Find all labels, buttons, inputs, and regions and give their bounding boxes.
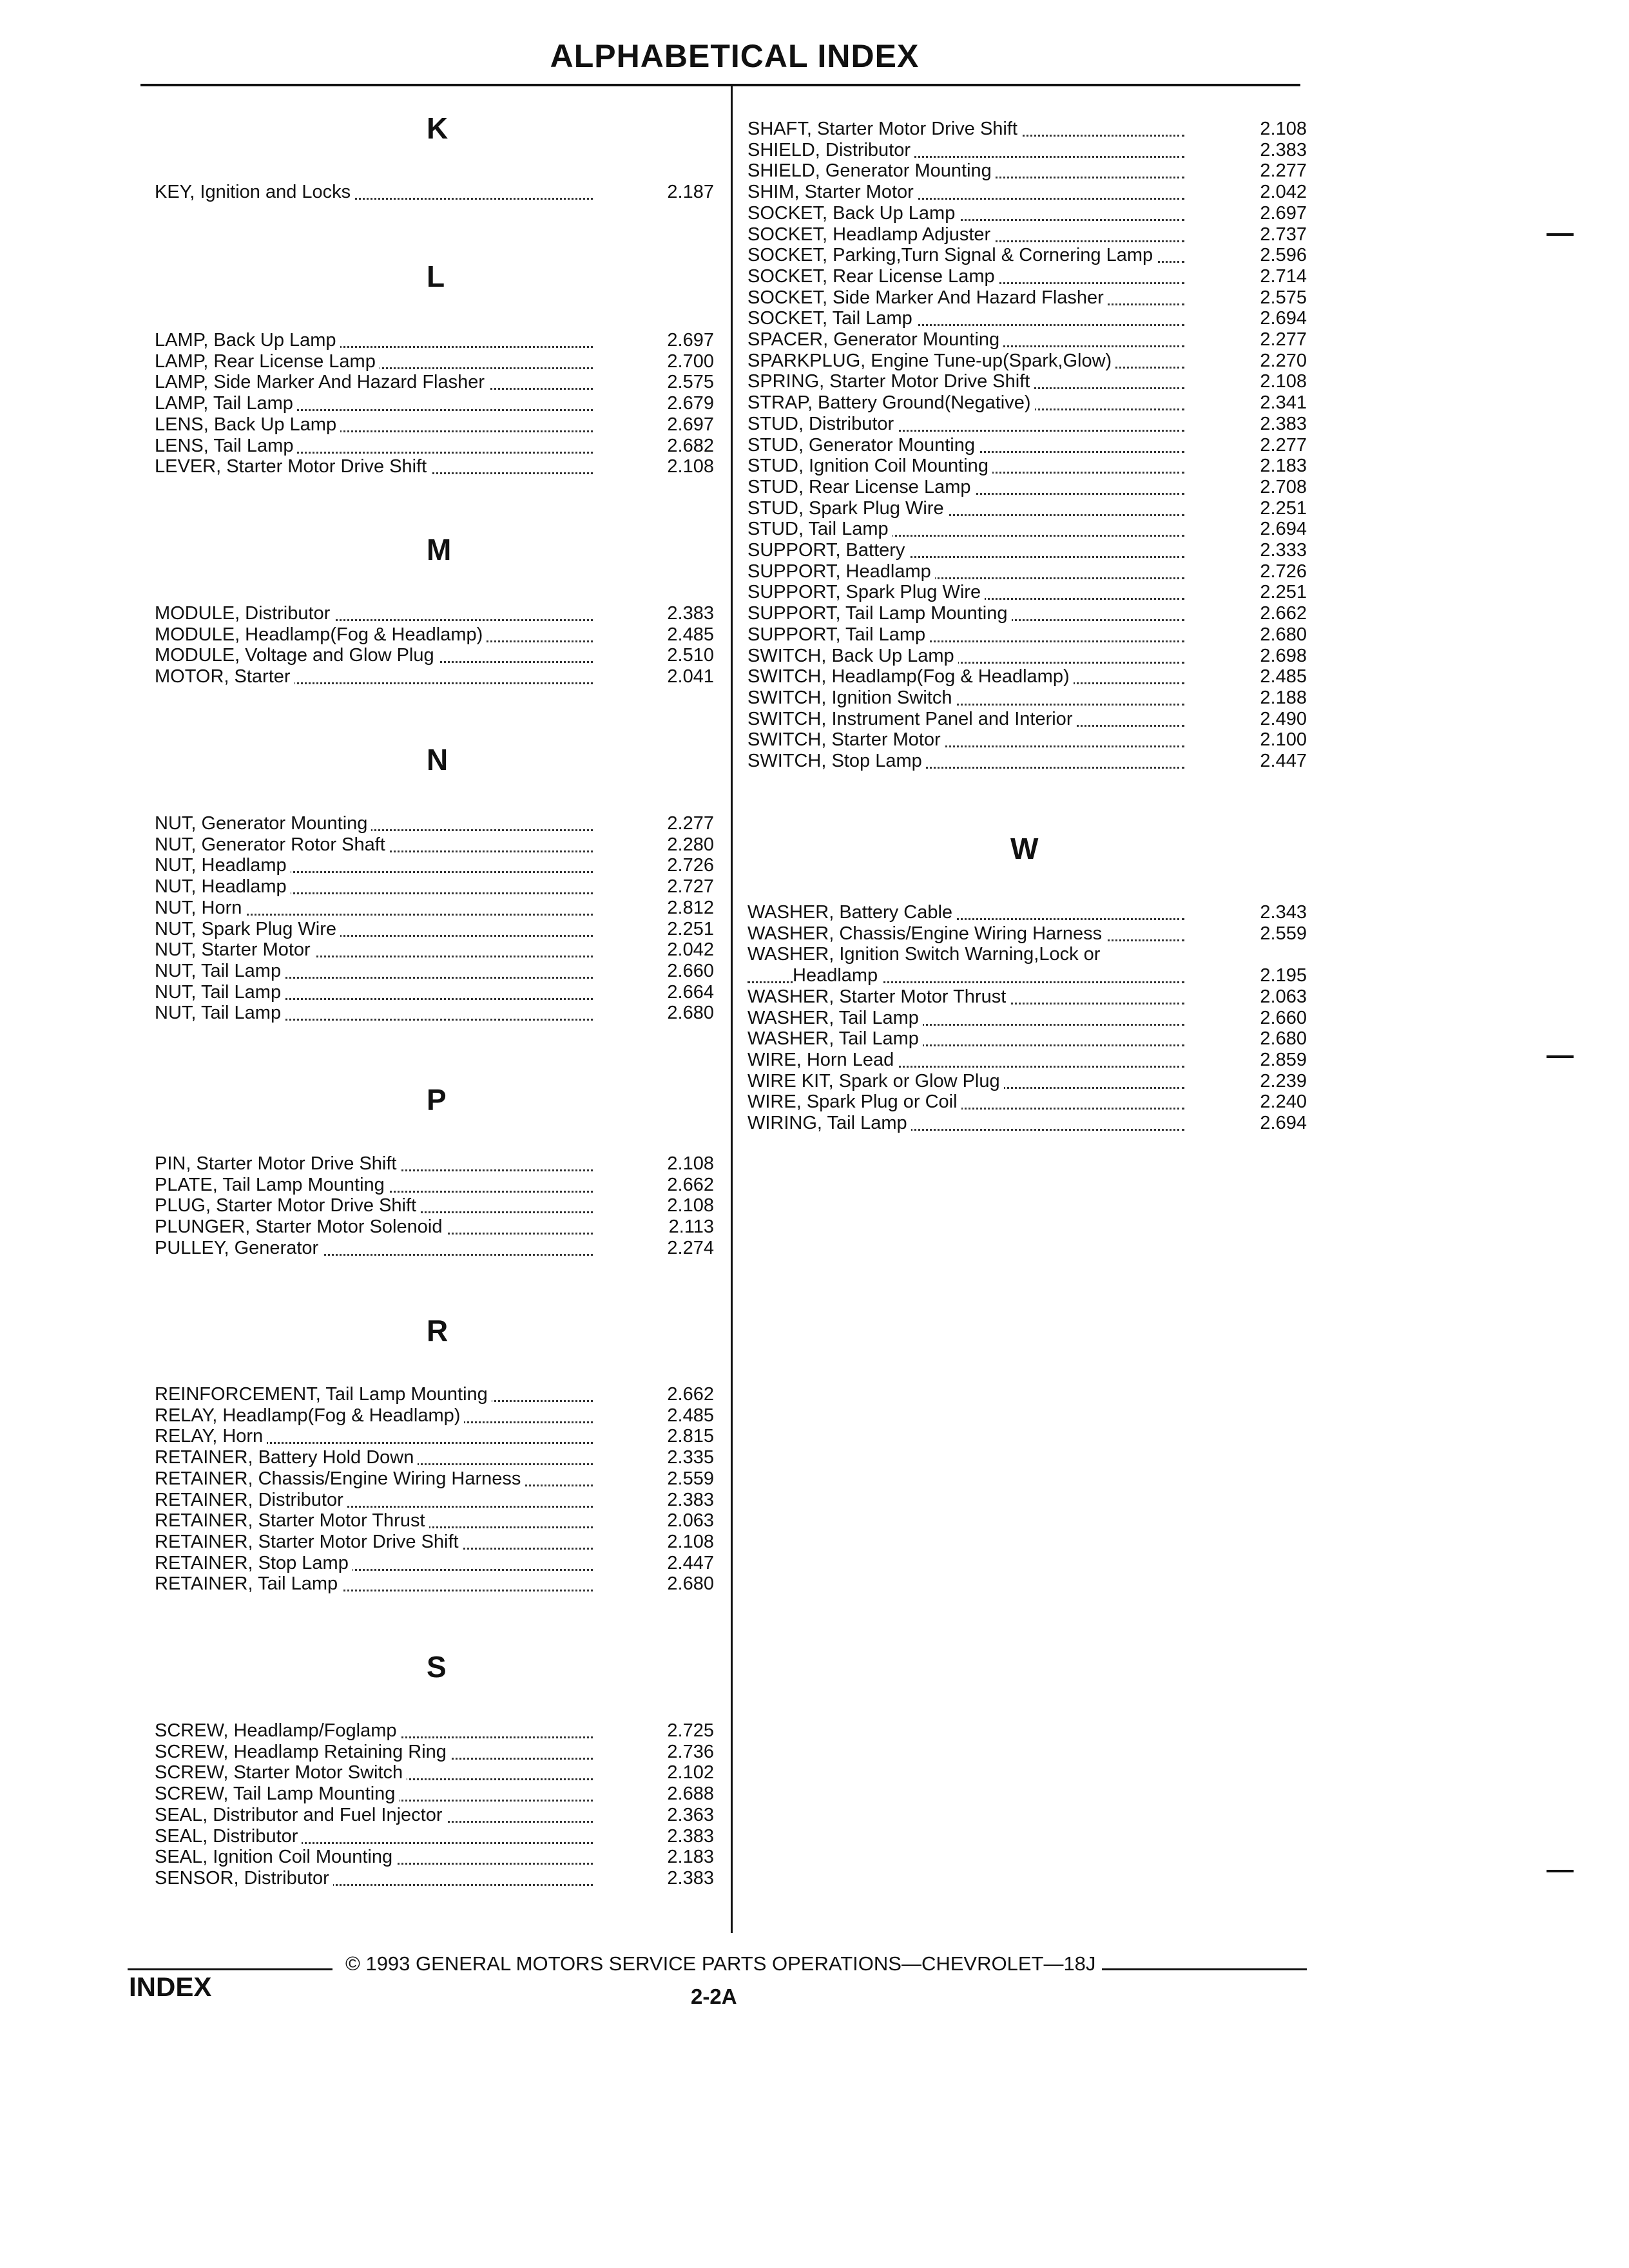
entry-text: RETAINER, Stop Lamp: [155, 1553, 352, 1574]
index-entry: [747, 1008, 1307, 1029]
footer-section-label: INDEX: [129, 1972, 212, 2002]
index-entry: [747, 561, 1307, 582]
entry-text: SCREW, Headlamp Retaining Ring: [155, 1742, 450, 1763]
entry-page-number: 2.727: [667, 876, 714, 898]
entry-text: LAMP, Rear License Lamp: [155, 351, 380, 372]
entry-text: PLUG, Starter Motor Drive Shift: [155, 1195, 420, 1216]
entry-text: SHIM, Starter Motor: [747, 182, 918, 203]
index-entry: [155, 1742, 714, 1763]
entry-text: NUT, Starter Motor: [155, 939, 314, 961]
section-letter: K: [427, 111, 448, 145]
entry-page-number: 2.251: [1260, 497, 1307, 519]
entry-text: NUT, Generator Rotor Shaft: [155, 834, 389, 856]
entry-page-number: 2.725: [667, 1720, 714, 1741]
index-entry: [747, 1091, 1307, 1113]
entry-page-number: 2.660: [1260, 1007, 1307, 1028]
entry-page-number: 2.251: [1260, 582, 1307, 603]
index-entry: [155, 603, 714, 624]
entry-page-number: 2.679: [667, 393, 714, 414]
entry-text: LEVER, Starter Motor Drive Shift: [155, 456, 430, 477]
entry-page-number: 2.113: [668, 1216, 714, 1238]
entry-page-number: 2.108: [667, 1153, 714, 1174]
index-entry: [155, 1805, 714, 1826]
entry-text: STUD, Ignition Coil Mounting: [747, 456, 992, 477]
entry-text: STRAP, Battery Ground(Negative): [747, 392, 1035, 414]
footer-rule-left: [128, 1968, 333, 1970]
entry-page-number: 2.108: [667, 1195, 714, 1216]
index-entry: [747, 540, 1307, 561]
index-entry: [747, 160, 1307, 182]
entry-text: PULLEY, Generator: [155, 1238, 322, 1259]
entry-text: KEY, Ignition and Locks: [155, 182, 354, 203]
entry-page-number: 2.187: [667, 182, 714, 202]
entry-text: STUD, Generator Mounting: [747, 435, 979, 456]
entry-text: SUPPORT, Tail Lamp: [747, 624, 929, 646]
section-letter: M: [427, 533, 452, 566]
entry-text: SCREW, Starter Motor Switch: [155, 1762, 407, 1783]
index-entry: [747, 371, 1307, 392]
entry-text: NUT, Generator Mounting: [155, 813, 371, 834]
entry-page-number: 2.383: [667, 1489, 714, 1510]
index-entry: [155, 645, 714, 666]
entry-text: RETAINER, Starter Motor Thrust: [155, 1510, 429, 1532]
entry-text: WASHER, Chassis/Engine Wiring Harness: [747, 923, 1106, 945]
entry-text: SCREW, Headlamp/Foglamp: [155, 1720, 401, 1742]
entry-page-number: 2.698: [1260, 645, 1307, 666]
index-entry: [747, 603, 1307, 624]
index-entry: [155, 351, 714, 372]
index-entry: [747, 709, 1307, 730]
entry-page-number: 2.697: [1260, 202, 1307, 224]
footer-copyright: © 1993 GENERAL MOTORS SERVICE PARTS OPERATIONS—CHEVROLET—18J: [345, 1952, 1096, 1975]
entry-page-number: 2.726: [1260, 561, 1307, 582]
edge-mark: [1547, 233, 1574, 236]
index-entry: [155, 876, 714, 898]
index-entry: [747, 666, 1307, 687]
entry-text: STUD, Distributor: [747, 414, 898, 435]
entry-page-number: 2.042: [667, 939, 714, 961]
index-entry: [155, 1510, 714, 1532]
entry-text: STUD, Rear License Lamp: [747, 477, 975, 498]
entry-page-number: 2.363: [667, 1804, 714, 1825]
entry-text: SHIELD, Distributor: [747, 140, 914, 161]
entry-text: WASHER, Tail Lamp: [747, 1028, 923, 1050]
entry-text: RETAINER, Tail Lamp: [155, 1573, 342, 1595]
entry-text: NUT, Spark Plug Wire: [155, 919, 340, 940]
index-entry: [155, 330, 714, 351]
index-entry: [747, 266, 1307, 287]
index-entry: [747, 1050, 1307, 1071]
entry-page-number: 2.664: [667, 981, 714, 1003]
entry-page-number: 2.343: [1260, 902, 1307, 923]
index-entry: [747, 245, 1307, 266]
entry-page-number: 2.108: [1260, 119, 1307, 139]
entry-text: SWITCH, Ignition Switch: [747, 687, 956, 709]
entry-page-number: 2.688: [667, 1783, 714, 1805]
entry-text: SWITCH, Instrument Panel and Interior: [747, 709, 1076, 730]
entry-page-number: 2.239: [1260, 1070, 1307, 1091]
entry-page-number: 2.383: [1260, 413, 1307, 434]
index-entry: [747, 182, 1307, 203]
entry-text: PIN, Starter Motor Drive Shift: [155, 1153, 401, 1175]
index-entry: [747, 624, 1307, 646]
index-entry: [155, 414, 714, 436]
entry-text: WIRE, Spark Plug or Coil: [747, 1091, 961, 1113]
index-entry: [155, 834, 714, 856]
entry-text: NUT, Tail Lamp: [155, 982, 285, 1003]
entry-text: SENSOR, Distributor: [155, 1868, 333, 1889]
title-rule: [140, 84, 1300, 86]
index-entry: [747, 1071, 1307, 1092]
index-entry: [747, 986, 1307, 1008]
entry-page-number: 2.447: [667, 1552, 714, 1573]
entry-page-number: 2.697: [667, 330, 714, 351]
entry-text: WIRE KIT, Spark or Glow Plug: [747, 1071, 1004, 1092]
entry-page-number: 2.694: [1260, 308, 1307, 329]
entry-page-number: 2.485: [667, 1405, 714, 1426]
index-entry: [155, 1720, 714, 1742]
entry-text: SPARKPLUG, Engine Tune-up(Spark,Glow): [747, 351, 1115, 372]
entry-text: SPACER, Generator Mounting: [747, 329, 1003, 351]
entry-page-number: 2.726: [667, 855, 714, 876]
index-entry: [155, 1405, 714, 1427]
entry-page-number: 2.575: [1260, 287, 1307, 308]
edge-mark: [1547, 1870, 1574, 1872]
entry-text: SCREW, Tail Lamp Mounting: [155, 1783, 399, 1805]
entry-page-number: 2.714: [1260, 265, 1307, 287]
index-entry: [155, 1762, 714, 1783]
entry-page-number: 2.188: [1260, 687, 1307, 708]
entry-page-number: 2.341: [1260, 392, 1307, 414]
index-entry: [747, 1113, 1307, 1134]
entry-page-number: 2.277: [1260, 434, 1307, 456]
index-entry: [155, 1868, 714, 1889]
entry-page-number: 2.280: [667, 834, 714, 855]
entry-text: SOCKET, Rear License Lamp: [747, 266, 999, 287]
entry-text: RETAINER, Chassis/Engine Wiring Harness: [155, 1468, 525, 1490]
entry-text-continued: Headlamp: [793, 965, 882, 986]
entry-text: NUT, Headlamp: [155, 876, 291, 898]
entry-text: RELAY, Horn: [155, 1426, 267, 1447]
entry-text: SOCKET, Side Marker And Hazard Flasher: [747, 287, 1108, 309]
section-letter: R: [427, 1314, 448, 1347]
entry-text: SWITCH, Starter Motor: [747, 729, 945, 751]
index-entry: [155, 1490, 714, 1511]
index-entry: [155, 1153, 714, 1175]
entry-page-number: 2.108: [667, 1531, 714, 1552]
entry-page-number: 2.240: [1260, 1091, 1307, 1113]
section-letter: S: [427, 1650, 447, 1684]
index-entry: [155, 1238, 714, 1259]
index-entry: [155, 624, 714, 646]
section-letter: W: [1010, 832, 1039, 865]
index-entry: [747, 456, 1307, 477]
index-entry: [747, 582, 1307, 603]
index-entry: [747, 729, 1307, 751]
entry-text: SUPPORT, Battery: [747, 540, 909, 561]
index-entry: [155, 1847, 714, 1868]
entry-page-number: 2.736: [667, 1741, 714, 1762]
entry-text: MODULE, Distributor: [155, 603, 334, 624]
entry-text: RELAY, Headlamp(Fog & Headlamp): [155, 1405, 464, 1427]
index-entry: [747, 751, 1307, 772]
index-entry: [155, 1447, 714, 1468]
entry-text: LENS, Back Up Lamp: [155, 414, 340, 436]
entry-page-number: 2.680: [667, 1573, 714, 1595]
index-entry: [155, 182, 714, 203]
entry-page-number: 2.447: [1260, 751, 1307, 771]
entry-page-number: 2.100: [1260, 729, 1307, 751]
entry-page-number: 2.270: [1260, 350, 1307, 371]
index-entry: [747, 944, 1307, 986]
entry-page-number: 2.575: [667, 372, 714, 393]
entry-page-number: 2.510: [667, 645, 714, 666]
entry-text: NUT, Tail Lamp: [155, 961, 285, 982]
index-entry: [155, 1532, 714, 1553]
entry-page-number: 2.277: [1260, 329, 1307, 350]
entry-page-number: 2.815: [667, 1426, 714, 1447]
entry-text: LAMP, Back Up Lamp: [155, 330, 340, 351]
entry-page-number: 2.183: [1260, 456, 1307, 477]
index-entry: [155, 1573, 714, 1595]
index-entry: [155, 456, 714, 477]
entry-text: NUT, Horn: [155, 898, 246, 919]
index-entry: [747, 414, 1307, 435]
entry-text: RETAINER, Distributor: [155, 1490, 347, 1511]
entry-page-number: 2.660: [667, 960, 714, 981]
index-entry: [747, 224, 1307, 245]
entry-text: REINFORCEMENT, Tail Lamp Mounting: [155, 1384, 492, 1405]
entry-text: LAMP, Tail Lamp: [155, 393, 297, 414]
entry-text: SUPPORT, Spark Plug Wire: [747, 582, 985, 603]
entry-page-number: 2.383: [667, 1825, 714, 1847]
entry-text: SWITCH, Back Up Lamp: [747, 646, 958, 667]
entry-page-number: 2.859: [1260, 1049, 1307, 1070]
entry-text: WASHER, Starter Motor Thrust: [747, 986, 1010, 1008]
entry-page-number: 2.277: [667, 813, 714, 834]
index-entry: [747, 392, 1307, 414]
index-entry: [155, 393, 714, 414]
entry-text: SHAFT, Starter Motor Drive Shift: [747, 119, 1021, 140]
entry-text: RETAINER, Starter Motor Drive Shift: [155, 1532, 463, 1553]
index-entry: [747, 687, 1307, 709]
index-entry: [155, 813, 714, 834]
index-entry: [155, 1216, 714, 1238]
entry-page-number: 2.680: [1260, 1028, 1307, 1050]
entry-text: LAMP, Side Marker And Hazard Flasher: [155, 372, 488, 393]
entry-text: SOCKET, Back Up Lamp: [747, 203, 959, 224]
footer-page-number: 2-2A: [691, 1984, 737, 2008]
entry-page-number: 2.708: [1260, 476, 1307, 497]
entry-page-number: 2.694: [1260, 1113, 1307, 1133]
entry-text: SHIELD, Generator Mounting: [747, 160, 996, 182]
entry-page-number: 2.694: [1260, 519, 1307, 540]
index-entry: [155, 1783, 714, 1805]
index-entry: [155, 1195, 714, 1216]
entry-page-number: 2.195: [1260, 965, 1307, 986]
entry-page-number: 2.662: [1260, 603, 1307, 624]
index-entry: [747, 923, 1307, 945]
index-entry: [155, 855, 714, 876]
entry-page-number: 2.063: [1260, 986, 1307, 1007]
index-entry: [747, 477, 1307, 498]
index-entry: [155, 1175, 714, 1196]
index-entry: [155, 919, 714, 940]
index-entry: [155, 961, 714, 982]
index-entry: [155, 372, 714, 393]
entry-page-number: 2.485: [667, 624, 714, 645]
entry-text: MOTOR, Starter: [155, 666, 294, 687]
index-entry: [747, 1028, 1307, 1050]
entry-page-number: 2.737: [1260, 224, 1307, 245]
entry-page-number: 2.333: [1260, 540, 1307, 561]
section-letter: L: [427, 260, 445, 293]
index-entry: [155, 1553, 714, 1574]
index-entry: [155, 1384, 714, 1405]
column-divider: [731, 84, 733, 1933]
entry-text: SUPPORT, Headlamp: [747, 561, 935, 582]
index-entry: [747, 435, 1307, 456]
index-entry: [747, 329, 1307, 351]
index-entry: [747, 646, 1307, 667]
entry-page-number: 2.680: [667, 1003, 714, 1024]
entry-text: PLATE, Tail Lamp Mounting: [155, 1175, 389, 1196]
entry-page-number: 2.485: [1260, 666, 1307, 687]
entry-page-number: 2.274: [667, 1237, 714, 1258]
entry-page-number: 2.697: [667, 414, 714, 435]
index-entry: [155, 666, 714, 687]
index-entry: [747, 308, 1307, 329]
index-entry: [155, 1468, 714, 1490]
entry-text: SWITCH, Stop Lamp: [747, 751, 926, 772]
entry-text: SWITCH, Headlamp(Fog & Headlamp): [747, 666, 1074, 687]
section-letter: P: [427, 1083, 447, 1117]
entry-page-number: 2.680: [1260, 624, 1307, 645]
entry-page-number: 2.383: [1260, 139, 1307, 160]
entry-text: SOCKET, Headlamp Adjuster: [747, 224, 994, 245]
entry-text: RETAINER, Battery Hold Down: [155, 1447, 418, 1468]
entry-text: WASHER, Ignition Switch Warning,Lock or: [747, 944, 1104, 965]
index-entry: [155, 1003, 714, 1024]
index-entry: [747, 902, 1307, 923]
entry-page-number: 2.108: [1260, 371, 1307, 392]
index-entry: [747, 498, 1307, 519]
entry-page-number: 2.662: [667, 1174, 714, 1195]
entry-page-number: 2.559: [1260, 923, 1307, 944]
entry-text: SEAL, Distributor and Fuel Injector: [155, 1805, 446, 1826]
index-entry: [155, 1426, 714, 1447]
entry-page-number: 2.335: [667, 1447, 714, 1468]
index-entry: [155, 436, 714, 457]
index-entry: [155, 898, 714, 919]
entry-text: SPRING, Starter Motor Drive Shift: [747, 371, 1034, 392]
index-entry: [747, 119, 1307, 140]
index-entry: [747, 140, 1307, 161]
entry-text: NUT, Tail Lamp: [155, 1003, 285, 1024]
entry-text: STUD, Tail Lamp: [747, 519, 892, 540]
index-entry: [747, 203, 1307, 224]
entry-page-number: 2.383: [667, 1867, 714, 1888]
entry-text: PLUNGER, Starter Motor Solenoid: [155, 1216, 446, 1238]
entry-text: SEAL, Ignition Coil Mounting: [155, 1847, 396, 1868]
entry-text: MODULE, Voltage and Glow Plug: [155, 645, 438, 666]
entry-page-number: 2.183: [667, 1847, 714, 1868]
entry-page-number: 2.251: [667, 918, 714, 939]
entry-text: WIRING, Tail Lamp: [747, 1113, 911, 1134]
index-entry: [747, 351, 1307, 372]
entry-page-number: 2.812: [667, 897, 714, 918]
entry-page-number: 2.383: [667, 603, 714, 624]
entry-page-number: 2.108: [667, 456, 714, 477]
entry-text: MODULE, Headlamp(Fog & Headlamp): [155, 624, 487, 646]
entry-page-number: 2.041: [667, 666, 714, 687]
index-entry: [155, 1826, 714, 1847]
entry-page-number: 2.559: [667, 1468, 714, 1489]
page-title: ALPHABETICAL INDEX: [550, 38, 920, 74]
index-entry: [155, 982, 714, 1003]
entry-page-number: 2.596: [1260, 245, 1307, 266]
index-entry: [747, 519, 1307, 540]
entry-page-number: 2.490: [1260, 708, 1307, 729]
entry-text: LENS, Tail Lamp: [155, 436, 297, 457]
entry-text: WASHER, Battery Cable: [747, 902, 956, 923]
entry-page-number: 2.063: [667, 1510, 714, 1532]
entry-text: SEAL, Distributor: [155, 1826, 302, 1847]
entry-page-number: 2.682: [667, 435, 714, 456]
entry-text: WIRE, Horn Lead: [747, 1050, 898, 1071]
entry-page-number: 2.662: [667, 1384, 714, 1405]
index-entry: [747, 287, 1307, 309]
entry-text: NUT, Headlamp: [155, 855, 291, 876]
entry-text: STUD, Spark Plug Wire: [747, 498, 948, 519]
entry-page-number: 2.700: [667, 351, 714, 372]
index-entry: [155, 939, 714, 961]
edge-mark: [1547, 1055, 1574, 1058]
footer-rule-right: [1102, 1968, 1307, 1970]
entry-text: WASHER, Tail Lamp: [747, 1008, 923, 1029]
section-letter: N: [427, 743, 448, 776]
entry-page-number: 2.277: [1260, 160, 1307, 182]
entry-page-number: 2.102: [667, 1762, 714, 1783]
entry-text: SUPPORT, Tail Lamp Mounting: [747, 603, 1012, 624]
entry-page-number: 2.042: [1260, 182, 1307, 203]
entry-text: SOCKET, Parking,Turn Signal & Cornering Lamp: [747, 245, 1157, 266]
entry-text: SOCKET, Tail Lamp: [747, 308, 916, 329]
